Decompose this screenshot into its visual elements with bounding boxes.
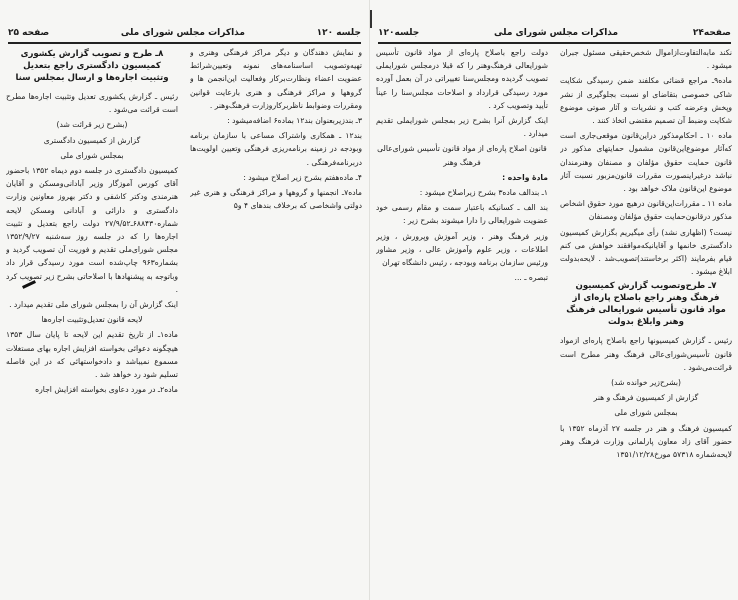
article: ماده ۱۰ ـ احکام‌مذکور دراین‌قانون موقعی‌جاری است که‌آثار موضوع‌این‌قانون مشمول حمایتهای مذکور در قانون حمایت حقوق مؤلفان و مصنفان وهنرمندان نباشد درغیراینصورت مقررات قانون‌مزبور نسبت آثار موضوع این‌قانون ملاک خواهد بود .: [560, 131, 732, 194]
read-note: (بشرح زیر قرائت شد): [56, 120, 128, 130]
paragraph: بند الف ـ کسانیکه باعتبار سمت و مقام رسمی خود عضویت شورایعالی را دارا میشوند بشرح زیر :: [376, 203, 548, 226]
report-recipient: بمجلس شورای ملی: [60, 150, 124, 160]
paragraph: ۳ـ بندزیربعنوان بند۱۲ بماده۶ اضافه‌میشود :: [227, 116, 362, 126]
section-heading: ۷ـ طرح‌وتصویب گزارش کمیسیون فرهنگ وهنر راجع باصلاح پاره‌ای از مواد قانون تأسیس شورایعالی فرهنگ وهنر وابلاغ بدولت: [566, 281, 726, 328]
text-column: [190, 46, 362, 594]
paragraph: و نمایش دهندگان و دیگر مراکز فرهنگی وهنری و تهیه‌وتصویب اساسنامه‌های نمونه وتعیین‌شرائط عضویت اعضاء ونظارت‌برکار وفعالیت این‌انجمن ها و گروهها و مراکز فرهنگی و هنری بارعایت قوانین ومقررات وضوابط ناظربرکاروزارت فرهنگ‌وهنر .: [190, 48, 362, 110]
report-recipient: بمجلس شورای ملی: [614, 408, 678, 418]
publication-title: مذاکرات مجلس شورای ملی: [494, 28, 619, 38]
session-number: جلسه ۱۲۰: [316, 28, 361, 38]
read-note: (بشرح‌زیر خوانده شد): [611, 378, 681, 388]
paragraph: ماده۷ـ انجمنها و گروهها و مراکز فرهنگی و هنری غیر دولتی واشخاصی که برخلاف بندهای ۴ و۵: [190, 188, 362, 211]
paragraph: بند۱۲ ـ همکاری واشتراک مساعی با سازمان برنامه وبودجه در زمینه برنامه‌ریزی فرهنگی وتعیین اولویت‌ها دربرنامه‌فرهنگی .: [190, 131, 362, 167]
paragraph: رئیس ـ گزارش کمیسیونها راجع باصلاح پاره‌ای ازمواد قانون تأسیس‌شورای‌عالی فرهنگ وهنر مطرح است قرائت‌می‌شود .: [560, 336, 732, 372]
article: ماده۱ـ از تاریخ تقدیم این لایحه تا پایان سال ۱۳۵۳ هیچگونه دعوائی بخواسته افزایش اجاره بهای مستغلات مسموع نمیباشد و دادخواستهائی که در این فاصله تسلیم شود رد خواهد شد .: [6, 330, 178, 380]
text-column: [376, 46, 548, 594]
page-header: [378, 26, 731, 44]
paragraph: رئیس ـ گزارش یکشوری تعدیل وتثبیت اجاره‌ها مطرح است قرائت می‌شود .: [6, 92, 178, 115]
law-title: قانون اصلاح پاره‌ای از مواد قانون تأسیس شورای‌عالی فرهنگ وهنر: [377, 144, 547, 167]
publication-title: مذاکرات مجلس شورای ملی: [120, 28, 245, 38]
paragraph: اینک گزارش آن را بمجلس شورای ملی تقدیم میدارد .: [9, 300, 178, 310]
report-title: گزارش از کمیسیون فرهنگ و هنر: [593, 393, 699, 403]
paragraph: نیست؟ (اظهاری نشد) رأی میگیریم بگزارش کمیسیون دادگستری خانمها و آقایانیکه‌موافقند خواهش می کنم قیام بفرمایند (اکثر برخاستند)تصویب‌شد . لایحه‌بدولت ابلاغ میشود .: [560, 227, 732, 277]
bill-title: لایحه قانون تعدیل‌وتثبیت اجاره‌ها: [41, 315, 143, 325]
paragraph: کمیسیون فرهنگ و هنر در جلسه ۲۷ آذرماه ۱۳۵۲ با حضور آقای زاد معاون پارلمانی وزارت فرهنگ وهنر لایحه‌شماره ۵۷۳۱۸ مورخ۱۳۵۱/۱۲/۲۸: [560, 423, 732, 460]
article: ماده۲ـ در مورد دعاوی بخواسته افزایش اجاره: [35, 385, 178, 395]
session-number: جلسه۱۲۰: [378, 28, 420, 38]
paragraph: ۱ـ بندالف ماده۳ بشرح زیراصلاح میشود :: [419, 188, 548, 198]
page-number: صفحه۲۴: [692, 28, 731, 38]
paragraph: کمیسیون دادگستری در جلسه دوم دیماه ۱۳۵۲ باحضور آقای کورس آموزگار وزیر آبادانی‌ومسکن و آقایان هنرمندی ودکتر کاشفی و دکتر بهروز معاونین وزارت دادگستری و دارائی و آبادانی ومسکن لایحه شماره۶۸۸۴۳۰ـ۲۷/۹/۵۲ دولت راجع بتعدیل و تثبیت اجاره‌ها را که در جلسه روز سه‌شنبه ۱۳۵۲/۹/۲۷ مجلس شورای‌ملی تقدیم و فوریت آن تصویب گردید و بشماره۹۶۳ چاپ‌شده است مورد رسیدگی قرار داد وباتوجه به پیشنهادها با اصلاحاتی بشرح زیر تصویب کرد .: [6, 166, 178, 294]
text-column: [560, 46, 732, 594]
article: ماده۹ـ مراجع قضائی مکلفند ضمن رسیدگی شکایت شاکی خصوصی بتقاضای او نسبت بجلوگیری از نشر وپخش وعرضه کتب و نشریات و آثار صوتی موضوع شکایت وضبط آن تصمیم مقتضی اتخاذ کنند .: [560, 76, 732, 126]
section-heading: ۸ـ طرح و تصویب گزارش یکشوری کمیسیون دادگستری راجع بتعدیل وتثبیت اجاره‌ها و ارسال بمجلس سنا: [15, 49, 169, 83]
article: ماده ۱۱ ـ مقررات‌این‌قانون درهیچ مورد حقوق اشخاص مذکور درقانون‌حمایت حقوق مؤلفان ومصنفان: [560, 199, 732, 222]
paragraph: اینک گزارش آنرا بشرح زیر بمجلس شورایملی تقدیم میدارد .: [376, 116, 548, 139]
right-page: [369, 0, 738, 600]
scan-mark: [370, 10, 372, 28]
paragraph: وزیر فرهنگ وهنر ، وزیر آموزش وپرورش ، وزیر اطلاعات ، وزیر علوم وآموزش عالی ، وزیر مشاور ورئیس سازمان برنامه وبودجه ، رئیس دانشگاه تهران: [376, 231, 548, 268]
article-heading: مادهٔ واحده :: [502, 172, 548, 182]
page-header: [8, 26, 361, 44]
report-title: گزارش از کمیسیون دادگستری: [43, 135, 141, 145]
paragraph: نکند مابه‌التفاوت‌ازاموال شخص‌حقیقی مسئول جبران میشود .: [560, 48, 732, 71]
paragraph: تبصره ـ ...: [514, 273, 548, 283]
text-column: [6, 46, 178, 594]
paragraph: ۴ـ ماده‌هفتم بشرح زیر اصلاح میشود :: [243, 172, 362, 182]
page-number: صفحه ۲۵: [8, 28, 50, 38]
paragraph: دولت راجع باصلاح پاره‌ای از مواد قانون تأسیس شورایعالی فرهنگ‌وهنر را که قبلا درمجلس شورایملی تصویب گردیده ومجلس‌سنا تغییراتی در آن بعمل آورده مورد رسیدگی قرارداد و اصلاحات مجلس‌سنا را عیناً تأیید وتصویب کرد .: [376, 48, 548, 110]
